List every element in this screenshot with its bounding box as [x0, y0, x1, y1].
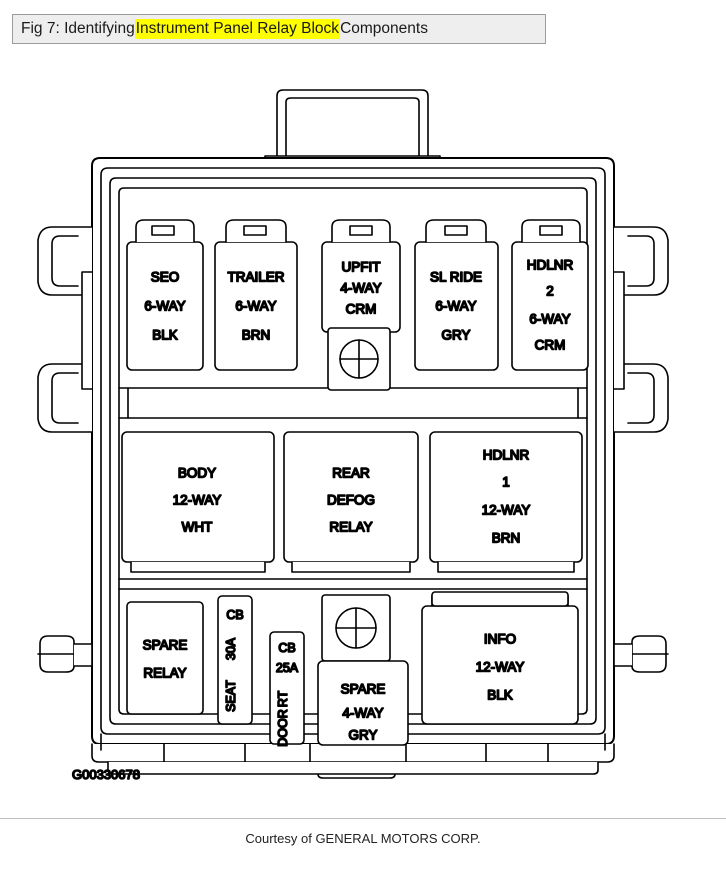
cb-25a-rt-door-line-1: 25A [275, 661, 299, 675]
upper-center-bolt [328, 328, 390, 390]
cb-30a-seat-line-2: SEAT [224, 680, 238, 712]
connector-hdlnr1-line-3: BRN [491, 530, 521, 546]
top-mounting-tab [265, 90, 440, 168]
connector-seo-line-1: 6-WAY [144, 298, 186, 314]
spare-4way-line-1: 4-WAY [342, 705, 384, 721]
connector-info-line-2: BLK [487, 687, 513, 703]
connector-hdlnr2-line-1: 2 [546, 283, 554, 299]
cb-30a-seat[interactable] [218, 596, 252, 724]
footer-divider [0, 818, 726, 819]
connector-hdlnr2-line-2: 6-WAY [529, 311, 571, 327]
figure-title-bar [12, 14, 546, 44]
right-mounting-ears [614, 227, 668, 672]
rear-defog-relay-line-1: DEFOG [326, 492, 376, 508]
connector-hdlnr2-line-0: HDLNR [526, 257, 574, 273]
left-mounting-ears [38, 227, 92, 672]
connector-hdlnr1-line-2: 12-WAY [481, 502, 531, 518]
rear-defog-relay-line-0: REAR [332, 465, 370, 481]
cb-30a-seat-line-1: 30A [224, 637, 238, 661]
connector-hdlnr-1[interactable] [430, 432, 582, 572]
figure-title-prefix: Fig 7: Identifying [21, 20, 135, 37]
connector-sl-ride-line-0: SL RIDE [429, 269, 483, 285]
cb-25a-rt-door-line-2: RT [276, 690, 290, 708]
connector-seo-line-0: SEO [150, 269, 180, 285]
connector-upfit-line-2: CRM [345, 301, 377, 317]
spare-relay-line-1: RELAY [143, 665, 187, 681]
connector-body-line-1: 12-WAY [172, 492, 222, 508]
connector-hdlnr1-line-1: 1 [502, 474, 510, 490]
connector-body-line-2: WHT [181, 519, 213, 535]
connector-upfit-line-1: 4-WAY [340, 280, 382, 296]
connector-hdlnr-2[interactable] [512, 220, 588, 370]
lower-center-bolt [322, 595, 390, 661]
spare-4way-line-0: SPARE [340, 681, 386, 697]
rear-defog-relay-line-2: RELAY [329, 519, 373, 535]
cb-25a-rt-door-line-3: DOOR [276, 709, 290, 747]
figure-code: G00330678 [72, 767, 140, 782]
connector-hdlnr1-line-0: HDLNR [482, 447, 530, 463]
spare-relay[interactable] [127, 602, 203, 714]
connector-info-line-0: INFO [483, 631, 517, 647]
connector-trailer[interactable] [215, 220, 297, 370]
courtesy-note: Courtesy of GENERAL MOTORS CORP. [245, 831, 481, 846]
connector-sl-ride[interactable] [415, 220, 498, 370]
connector-seo-line-2: BLK [152, 327, 178, 343]
connector-trailer-line-0: TRAILER [227, 269, 285, 285]
connector-seo[interactable] [127, 220, 203, 370]
connector-body[interactable] [122, 432, 274, 572]
cb-30a-seat-line-0: CB [226, 608, 244, 622]
connector-info-line-1: 12-WAY [475, 659, 525, 675]
connector-upfit-line-0: UPFIT [341, 259, 381, 275]
relay-block-diagram [0, 44, 726, 834]
connector-upfit[interactable] [322, 220, 400, 332]
cb-25a-rt-door[interactable] [270, 632, 304, 747]
spare-4way-gry[interactable] [318, 661, 408, 745]
connector-body-line-0: BODY [177, 465, 217, 481]
connector-trailer-line-1: 6-WAY [235, 298, 277, 314]
cb-25a-rt-door-line-0: CB [278, 641, 296, 655]
connector-sl-ride-line-1: 6-WAY [435, 298, 477, 314]
spare-4way-line-2: GRY [348, 727, 378, 743]
connector-info[interactable] [422, 592, 578, 724]
connector-sl-ride-line-2: GRY [441, 327, 471, 343]
figure-title-suffix: Components [340, 20, 428, 37]
connector-trailer-line-2: BRN [241, 327, 271, 343]
figure-title-highlight: Instrument Panel Relay Block [135, 20, 340, 37]
rear-defog-relay[interactable] [284, 432, 418, 572]
connector-hdlnr2-line-3: CRM [534, 337, 566, 353]
spare-relay-line-0: SPARE [142, 637, 188, 653]
